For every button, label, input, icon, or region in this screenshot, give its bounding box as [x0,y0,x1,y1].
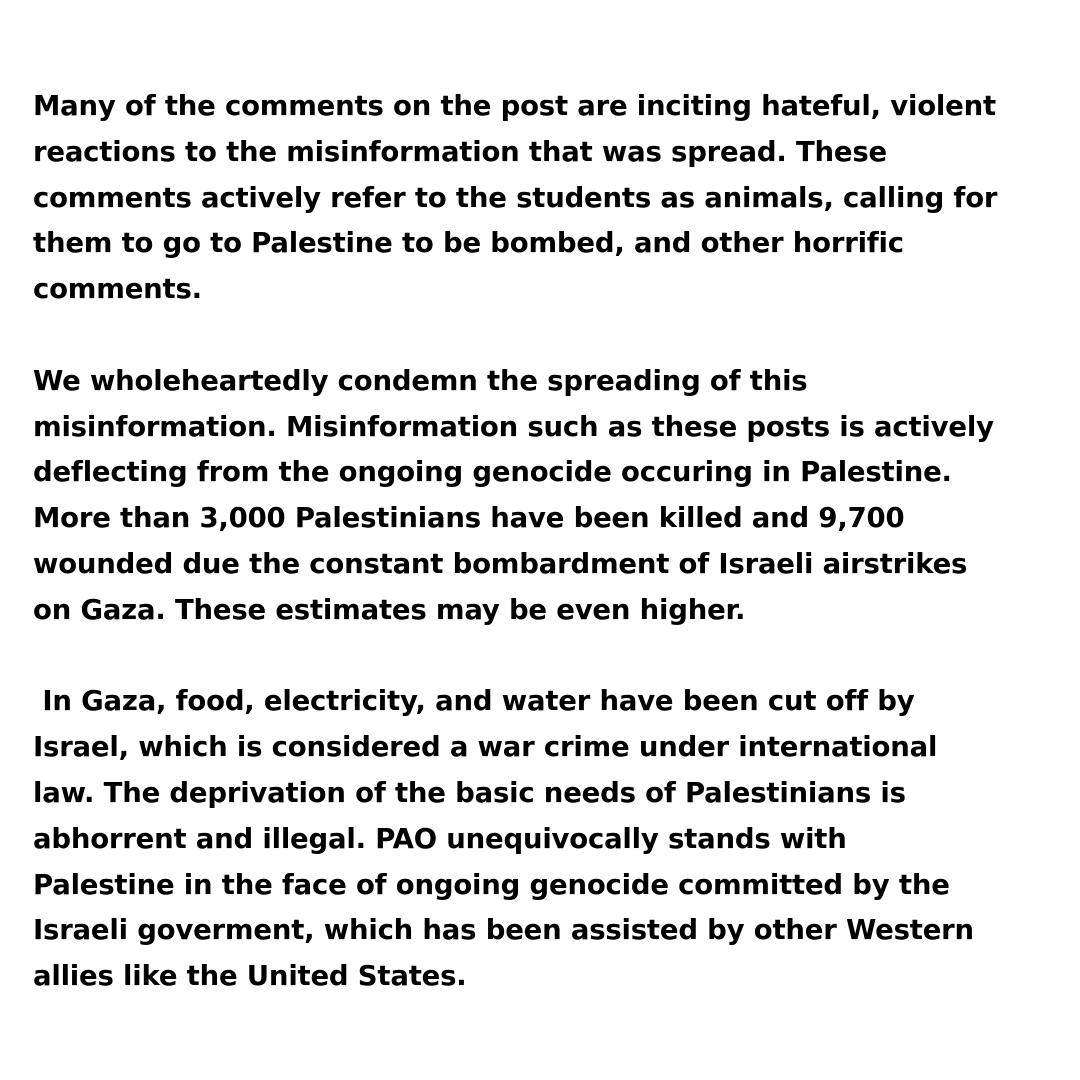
paragraph-line: wounded due the constant bombardment of Israeli airstrikes [33,547,968,580]
paragraph-line: deflecting from the ongoing genocide occuring in Palestine. [33,456,952,489]
paragraph-line: Many of the comments on the post are inciting hateful, violent [33,90,996,122]
paragraph-line: Palestine in the face of ongoing genocide committed by the [33,868,950,901]
paragraph-line: abhorrent and illegal. PAO unequivocally stands with [33,822,847,855]
paragraph-line: More than 3,000 Palestinians have been killed and 9,700 [33,502,905,535]
paragraph-spacer [33,634,1063,680]
paragraph-line: on Gaza. These estimates may be even higher. [33,593,746,626]
paragraph-line: law. The deprivation of the basic needs of Palestinians is [33,776,906,809]
paragraph-line: Israeli goverment, which has been assisted by other Western [33,914,974,947]
paragraph-line: misinformation. Misinformation such as these posts is actively [33,410,994,443]
paragraph-line: them to go to Palestine to be bombed, and other horrific [33,227,904,260]
paragraph-line: comments. [33,273,202,306]
paragraph-spacer [33,313,1063,359]
paragraph-line: reactions to the misinformation that was spread. These [33,135,887,168]
statement-text [33,84,1063,1000]
paragraph-1 [33,84,1063,313]
paragraph-2 [33,359,1063,634]
paragraph-line: comments actively refer to the students as animals, calling for [33,181,998,214]
paragraph-line: allies like the United States. [33,960,467,993]
paragraph-line: We wholeheartedly condemn the spreading of this [33,364,808,397]
paragraph-line: In Gaza, food, electricity, and water have been cut off by [33,685,915,718]
paragraph-3 [33,679,1063,1000]
paragraph-line: Israel, which is considered a war crime under international [33,731,938,764]
